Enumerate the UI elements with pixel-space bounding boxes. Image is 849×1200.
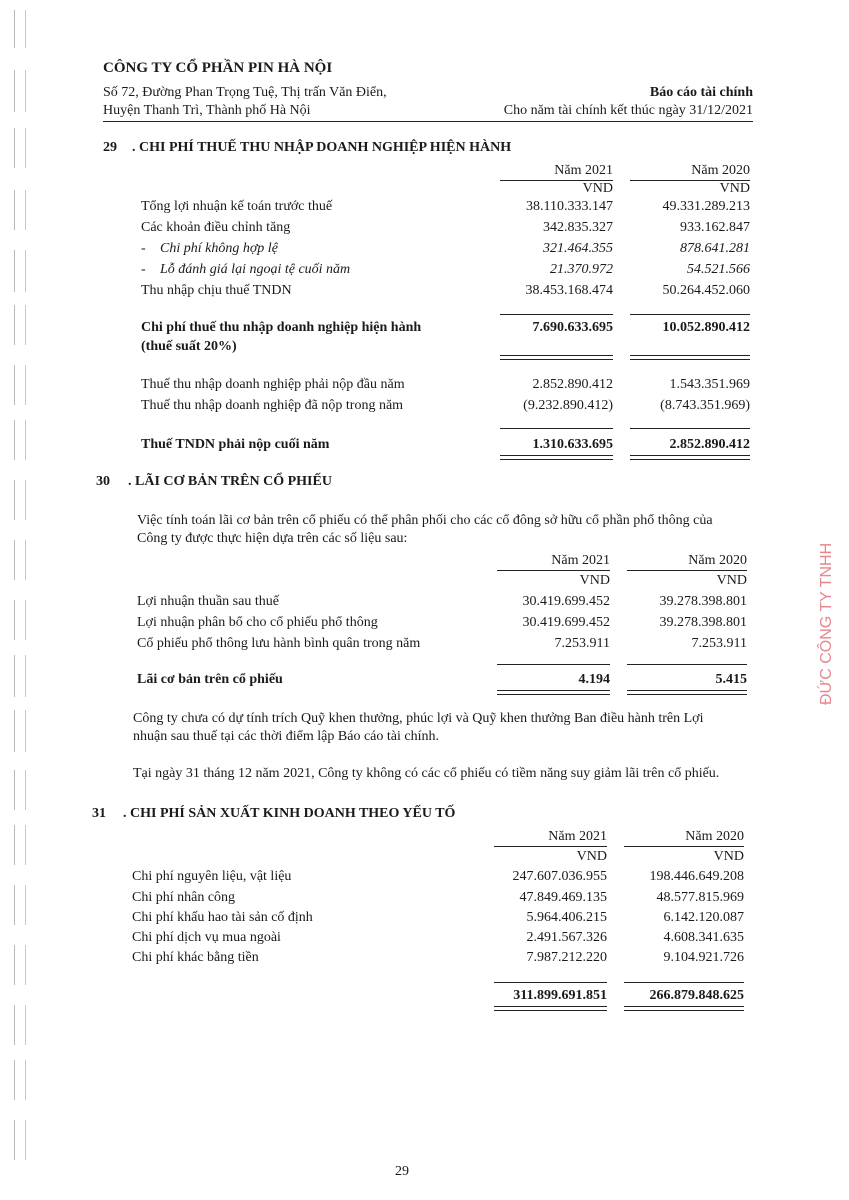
- s30-eps-dbl-2021-a: [497, 690, 610, 691]
- report-period: Cho năm tài chính kết thúc ngày 31/12/2021: [503, 103, 753, 118]
- s31-row-2020: 6.142.120.087: [663, 910, 744, 925]
- s29-unit-2021: VND: [582, 181, 613, 196]
- s29-dbl-rule-2020-b: [630, 359, 750, 360]
- s29-end-total-2021: 1.310.633.695: [532, 437, 613, 452]
- s29-end-rule-2021: [500, 428, 613, 429]
- s30-eps-2020: 5.415: [715, 672, 747, 687]
- s29-row-2021: 38.453.168.474: [525, 283, 613, 298]
- s30-note-2: Tại ngày 31 tháng 12 năm 2021, Công ty không có các cổ phiếu có tiềm năng suy giảm lãi trên cổ phiếu.: [133, 766, 720, 781]
- s30-note-1a: Công ty chưa có dự tính trích Quỹ khen thưởng, phúc lợi và Quỹ khen thưởng Ban điều hành trên Lợi: [133, 711, 704, 726]
- s31-row-2020: 9.104.921.726: [663, 950, 744, 965]
- s29-current-tax-label: Chi phí thuế thu nhập doanh nghiệp hiện hành: [141, 320, 422, 335]
- s31-row-label: Chi phí nhân công: [132, 890, 236, 905]
- s31-total-dbl-2021-b: [494, 1010, 607, 1011]
- s29-tax-rule-2021: [500, 314, 613, 315]
- address-line-1: Số 72, Đường Phan Trọng Tuệ, Thị trấn Văn Điển,: [103, 85, 387, 100]
- s30-unit-2021: VND: [579, 573, 610, 588]
- s31-col-2021: Năm 2021: [548, 829, 607, 844]
- s29-dbl-rule-2021-b: [500, 359, 613, 360]
- s30-eps-rule-2021: [497, 664, 610, 665]
- s29-row-dash: -: [141, 262, 146, 277]
- s29-row-2020: 49.331.289.213: [662, 199, 750, 214]
- s30-row-label: Cổ phiếu phổ thông lưu hành bình quân trong năm: [137, 636, 421, 651]
- s30-row-2021: 7.253.911: [554, 636, 610, 651]
- s29-dbl-rule-2021-a: [500, 355, 613, 356]
- s29-row-2021: 342.835.327: [543, 220, 613, 235]
- s30-row-label: Lợi nhuận phân bổ cho cổ phiếu phổ thông: [137, 615, 378, 630]
- s29-row-label: Chi phí không hợp lệ: [160, 241, 278, 256]
- s29-payable-label: Thuế thu nhập doanh nghiệp đã nộp trong năm: [141, 398, 404, 413]
- s31-total-rule-2021: [494, 982, 607, 983]
- s31-total-2021: 311.899.691.851: [513, 988, 607, 1003]
- s29-end-dbl-2020-b: [630, 459, 750, 460]
- s30-row-2021: 30.419.699.452: [522, 615, 610, 630]
- s29-col-2021: Năm 2021: [554, 163, 613, 178]
- s31-row-2020: 198.446.649.208: [649, 869, 744, 884]
- s29-row-label: Lỗ đánh giá lại ngoại tệ cuối năm: [160, 262, 351, 277]
- s31-row-2021: 2.491.567.326: [526, 930, 607, 945]
- s29-end-total-label: Thuế TNDN phải nộp cuối năm: [141, 437, 330, 452]
- s29-tax-rule-2020: [630, 314, 750, 315]
- s31-row-2021: 5.964.406.215: [526, 910, 607, 925]
- s30-row-2020: 39.278.398.801: [659, 594, 747, 609]
- s30-eps-dbl-2021-b: [497, 694, 610, 695]
- s31-row-label: Chi phí dịch vụ mua ngoài: [132, 930, 281, 945]
- s31-total-2020: 266.879.848.625: [649, 988, 744, 1003]
- s30-col-rule-2020: [627, 570, 747, 571]
- section-30-number: 30: [96, 474, 110, 489]
- s30-eps-rule-2020: [627, 664, 747, 665]
- s31-total-dbl-2020-a: [624, 1006, 744, 1007]
- s31-row-label: Chi phí khác bằng tiền: [132, 950, 259, 965]
- s31-total-dbl-2021-a: [494, 1006, 607, 1007]
- s31-col-rule-2021: [494, 846, 607, 847]
- s31-unit-2021: VND: [576, 849, 607, 864]
- s29-row-2021: 38.110.333.147: [526, 199, 613, 214]
- s30-eps-dbl-2020-b: [627, 694, 747, 695]
- s29-payable-2020: 1.543.351.969: [669, 377, 750, 392]
- s29-current-tax-2021: 7.690.633.695: [532, 320, 613, 335]
- s29-row-dash: -: [141, 241, 146, 256]
- s29-row-2021: 321.464.355: [543, 241, 613, 256]
- s31-row-2021: 247.607.036.955: [512, 869, 607, 884]
- s29-payable-2021: 2.852.890.412: [532, 377, 613, 392]
- s30-unit-2020: VND: [716, 573, 747, 588]
- s31-row-2020: 48.577.815.969: [656, 890, 744, 905]
- section-31-title: . CHI PHÍ SẢN XUẤT KINH DOANH THEO YẾU TỐ: [123, 806, 456, 821]
- s30-row-2021: 30.419.699.452: [522, 594, 610, 609]
- s30-row-2020: 39.278.398.801: [659, 615, 747, 630]
- s30-intro-line-1: Việc tính toán lãi cơ bản trên cổ phiếu có thể phân phối cho các cổ đông sở hữu cổ phần phổ thông của: [137, 513, 713, 528]
- s29-end-dbl-2020-a: [630, 455, 750, 456]
- s29-current-tax-rate: (thuế suất 20%): [141, 339, 237, 354]
- s31-unit-2020: VND: [713, 849, 744, 864]
- stamp-mark: ĐỨC CÔNG TY TNHH: [818, 542, 835, 705]
- section-29-title: . CHI PHÍ THUẾ THU NHẬP DOANH NGHIỆP HIỆN HÀNH: [132, 140, 512, 155]
- s29-row-2021: 21.370.972: [550, 262, 613, 277]
- s29-row-2020: 878.641.281: [680, 241, 750, 256]
- s30-intro-line-2: Công ty được thực hiện dựa trên các số liệu sau:: [137, 531, 408, 546]
- s29-row-label: Thu nhập chịu thuế TNDN: [141, 283, 292, 298]
- address-line-2: Huyện Thanh Trì, Thành phố Hà Nội: [103, 103, 311, 118]
- s29-end-total-2020: 2.852.890.412: [669, 437, 750, 452]
- section-30-title: . LÃI CƠ BẢN TRÊN CỔ PHIẾU: [128, 474, 332, 489]
- section-29-number: 29: [103, 140, 117, 155]
- s29-current-tax-2020: 10.052.890.412: [662, 320, 750, 335]
- s29-col-2020: Năm 2020: [691, 163, 750, 178]
- s31-col-2020: Năm 2020: [685, 829, 744, 844]
- section-31-number: 31: [92, 806, 106, 821]
- s30-col-2020: Năm 2020: [688, 553, 747, 568]
- s31-row-2021: 7.987.212.220: [526, 950, 607, 965]
- s30-row-2020: 7.253.911: [691, 636, 747, 651]
- page-number: 29: [395, 1164, 409, 1179]
- s29-row-label: Tổng lợi nhuận kế toán trước thuế: [141, 199, 333, 214]
- s30-col-rule-2021: [497, 570, 610, 571]
- binder-marks: [14, 0, 44, 1200]
- s30-eps-2021: 4.194: [578, 672, 610, 687]
- s29-payable-2020: (8.743.351.969): [660, 398, 750, 413]
- s30-col-2021: Năm 2021: [551, 553, 610, 568]
- s30-eps-dbl-2020-a: [627, 690, 747, 691]
- s31-row-2020: 4.608.341.635: [663, 930, 744, 945]
- s29-end-dbl-2021-a: [500, 455, 613, 456]
- header-rule: [103, 121, 753, 122]
- s29-row-2020: 933.162.847: [680, 220, 750, 235]
- s31-row-2021: 47.849.469.135: [519, 890, 607, 905]
- company-name: CÔNG TY CỔ PHẦN PIN HÀ NỘI: [103, 60, 333, 76]
- s31-row-label: Chi phí khấu hao tài sản cố định: [132, 910, 313, 925]
- s30-row-label: Lợi nhuận thuần sau thuế: [137, 594, 279, 609]
- s29-unit-2020: VND: [719, 181, 750, 196]
- s31-total-dbl-2020-b: [624, 1010, 744, 1011]
- s29-row-2020: 54.521.566: [687, 262, 750, 277]
- report-title: Báo cáo tài chính: [649, 85, 753, 100]
- s31-col-rule-2020: [624, 846, 744, 847]
- s30-note-1b: nhuận sau thuế tại các thời điểm lập Báo cáo tài chính.: [133, 729, 439, 744]
- s29-dbl-rule-2020-a: [630, 355, 750, 356]
- s31-total-rule-2020: [624, 982, 744, 983]
- s30-eps-label: Lãi cơ bản trên cổ phiếu: [137, 672, 283, 687]
- s29-payable-2021: (9.232.890.412): [523, 398, 613, 413]
- s29-row-label: Các khoản điều chỉnh tăng: [141, 220, 291, 235]
- s29-row-2020: 50.264.452.060: [662, 283, 750, 298]
- s29-end-rule-2020: [630, 428, 750, 429]
- s31-row-label: Chi phí nguyên liệu, vật liệu: [132, 869, 292, 884]
- s29-payable-label: Thuế thu nhập doanh nghiệp phải nộp đầu năm: [141, 377, 405, 392]
- s29-end-dbl-2021-b: [500, 459, 613, 460]
